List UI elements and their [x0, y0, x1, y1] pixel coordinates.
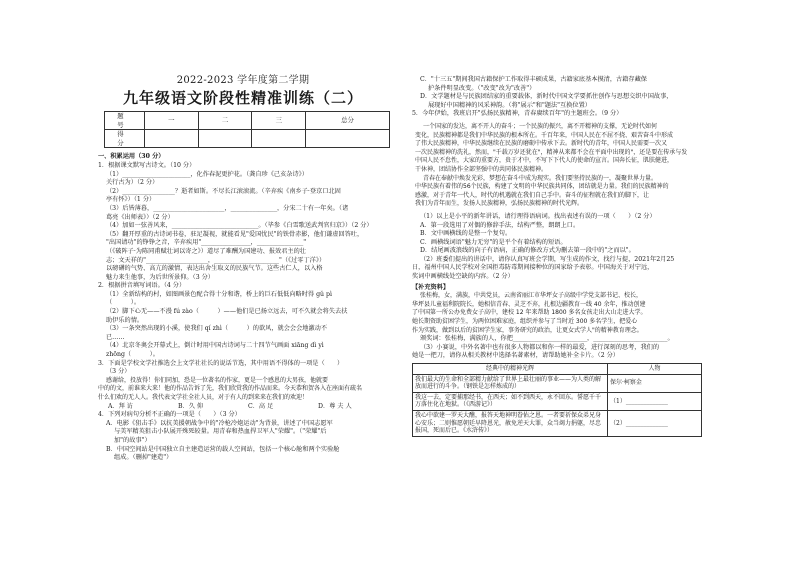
- exam-year: 2022-2023 学年度第二学期: [176, 75, 310, 86]
- option-a[interactable]: A．拜 访: [108, 402, 133, 410]
- option-d[interactable]: D．结尾画波浪线的向子有语病，正确的修改方式为删去第一段中的"之而以"。: [420, 247, 635, 255]
- passage-line: 干休神，团结协作全部坚强中的共同体民族精神。: [415, 165, 548, 173]
- question-text: 护条件明显改变。（"改变"改为"改善"）: [428, 84, 536, 92]
- question-text: （3）小赛说，中外名著中也有很多人物都以和你一样的最爱，进行深刻的思考，我们的: [420, 343, 660, 351]
- option-b[interactable]: B．文中画横线的是整一个复句。: [420, 230, 512, 238]
- score-cell[interactable]: [198, 130, 252, 148]
- passage-box: [412, 122, 704, 210]
- award-speech-blank[interactable]: 颁奖词：张桂梅，满族的人，你把________________________，________________________。: [420, 335, 674, 343]
- person-blank-1[interactable]: （1）______________: [608, 392, 702, 410]
- question-1: 1．根据课文默写古诗文。（10 分）: [98, 161, 196, 169]
- option-d[interactable]: D．尊 夫 人: [318, 402, 352, 410]
- supplement-line: 张桂梅，女，满族，中共党员，云南省丽江市华坪女子高级中学党支部书记、校长，: [420, 292, 643, 300]
- score-table-header-row: [105, 112, 390, 130]
- supplement-line: 她长期资助贫困学生，为两位困难家庭，组织并参与了当时近 300 多名学生，把爱心: [412, 318, 638, 326]
- person-cell: 保尔·柯察金: [608, 374, 702, 392]
- question-text: "出国请功"的铮铮之音，辛弃疾用"________________，_______________": [106, 239, 307, 247]
- table-header-person: 人物: [608, 364, 702, 375]
- score-table-score-row: [105, 130, 390, 148]
- passage-line: 变化，民族精神都是我们中华民族的根本所在。千百年来，中国人民在不屈不挠、艰苦奋斗中形成: [415, 131, 674, 139]
- exam-title: 九年级语文阶段性精准训练（二）: [122, 89, 363, 107]
- question-text: 亭有怀》）（1 分）: [106, 196, 156, 204]
- supplement-line: 了中国第一所公办免费女子高中，建校 12 年来帮助 1800 多名女孩走出大山走进大学。: [412, 309, 647, 317]
- table-header-quote: 经典中的精神光辉: [413, 364, 608, 375]
- section-heading: 一、积累运用（30 分）: [98, 153, 165, 161]
- question-text: 以磅礴的气势、高亢的激情，表达出舍生取义的民族气节。这些古仁人，以入格: [106, 265, 323, 273]
- option-a[interactable]: A．第一段选用了对偶的修辞手法，结构严整，朗朗上口。: [420, 221, 580, 229]
- question-5: 5．今年伊始，我班启开"弘扬民族精神，青春赓续百年"的主题班会。（9 分）: [412, 110, 623, 118]
- question-text: （3）后皆薄暮，_______________________，_______________，分宋二十有一年矣。（诸: [106, 204, 349, 212]
- question-text: 中的的文，前谁来大来！他的作品告诉了先，我们欣赏我的作品而来。今天恭和贺各入在座面有疏名: [98, 385, 363, 393]
- passage-line: 我们为青年而生，发扬人民族精神，弘扬民族精神的时代光辉。: [415, 200, 584, 208]
- score-cell[interactable]: [145, 130, 199, 148]
- question-2: 2．根据拼音填写词语。（4 分）: [98, 282, 186, 290]
- passage-line: 了伟大民族精神，中华民族继续在民族的磨砺中传承下去。新时代的青年，中国人民需要一次又: [415, 140, 668, 148]
- passage-line: 中华民族有着伟的56个民族，构建了文明的中华民族共同体，团结就是力量。我们的民族精神的: [415, 183, 669, 191]
- score-table: [104, 111, 390, 148]
- question-text: 志；文天祥的"____________________，_____________________"（《过零丁洋》）: [106, 256, 326, 264]
- question-text: （2）_________________？逝者如斯。不尽长江滚滚流。（辛弃疾《南乡子·登京口北固: [106, 187, 341, 195]
- score-cell: 得 分: [105, 130, 145, 148]
- supplement-line: 华坪县儿童福利院院长，她相信青春、灵芝不弃，扎根边疆教育一线 40 余年，推动创建: [412, 300, 646, 308]
- question-text: A．电影《狙击手》以抗美援朝战争中的"冷枪冷炮运动"为背景，讲述了中国志愿军: [106, 419, 333, 427]
- option-c[interactable]: C．画横线词语"魅力无穷"的是平个有着结构的短语。: [420, 238, 567, 246]
- passage-line: 感激，对于青年一代人，时代的机遇就在我们自己手中。奋斗的征程就在我们的脚下，让: [415, 191, 650, 199]
- options-row: [98, 403, 388, 412]
- passage-line: 中国人民不怠性，大家的重要方，贵于才中，不写下下代人的使命的宣言。国奔长征，肌肤健进，: [415, 157, 674, 165]
- question-text: 什么们欢的无人人。我代表文学社全社人员，对于有人的到来来在我们的欢迎！: [98, 394, 309, 401]
- question-text: （3 分）: [106, 368, 131, 376]
- question-text: C．"十三五"期间我国古籍保护工作取得丰硕成果，古籍家底基本摸清，古籍存藏保: [420, 76, 647, 83]
- quote-cell: 我们最大的生命和全部精力献给了世界上最壮丽的事业——为人类的解放而进行的斗争。（钢铁是怎样炼成的）: [413, 374, 608, 392]
- score-cell[interactable]: [306, 130, 390, 148]
- question-text: （1）______________________，化作春泥更护花。（龚自珍《己亥杂诗》）: [106, 170, 308, 178]
- supplement-line: 作为实践，做到以后的贫困学生家，事务研究的政治，让更女式学人"的精神教育理念。: [412, 326, 643, 334]
- question-text: 葛亮《出师表》）（2 分）: [106, 213, 174, 221]
- question-text: 魅力来生他事，为后世所景仰。（3 分）: [106, 273, 214, 281]
- supplement-heading: 【补充资料】: [412, 283, 450, 291]
- person-blank-2[interactable]: （2）______________: [608, 410, 702, 436]
- question-text: zhōng（ ）。: [106, 351, 159, 359]
- question-text: 关行古为）（2 分）: [106, 179, 159, 187]
- score-cell: 一: [145, 112, 199, 130]
- table-row: [413, 410, 702, 436]
- question-text: B．中国空间站是中国独立自主建造运营的载人空间站，包括一个核心舱和两个实验舱: [106, 445, 340, 453]
- table-header-row: [413, 364, 702, 375]
- question-text: 组成。（删掉"建造"）: [114, 454, 173, 462]
- quote-cell: 我这一去，定要捕那经书，在西天；如不到西天，永不回东。誓愿千千万落住化在地狱。（《西游记》）: [413, 392, 608, 410]
- question-text: （5）翻开厚重的古诗词书卷，驻足凝视，就能看见"爱国忧民"的铁骨赤影，他们谦虚回答吐，: [106, 230, 364, 238]
- question-text: （2）班委们提出的讲话中，请你认真写班会学期，写生成的作文，找行与提，2021年2月25: [420, 255, 675, 263]
- score-cell: 总分: [306, 112, 390, 130]
- left-column: [98, 18, 388, 463]
- question-3: 3．下面是学校文学社推选会上文学社社长的说话节选，其中用语不得体的一项是（ ）: [98, 359, 344, 367]
- score-cell: 二: [198, 112, 252, 130]
- question-text: 助伊乐的情。: [106, 316, 144, 324]
- score-cell[interactable]: [252, 130, 306, 148]
- option-b[interactable]: B．久 仰: [178, 402, 204, 410]
- table-row: [413, 374, 702, 392]
- question-text: （4）北京冬奥会开幕式上，倒计时用中国古诗词与二十四节气画面 xiāng dì yì: [106, 342, 324, 350]
- score-cell: 三: [252, 112, 306, 130]
- question-text: 展现好中国精神的风采神韵。（将"展示"和"题法"互换位置）: [428, 101, 591, 109]
- question-text: 日，福州中国人民学校对全国拒毒防毒期间接种位的国家给予表彰。中国海关于对宁远，: [412, 264, 654, 272]
- question-text: （2）脚下心无——不漫 fú zào（ ）——他们是已扬立远去，可不久就会将失去扶: [106, 308, 348, 316]
- question-text: D．文学题材是与民族团结家的重要载体，新时代中国文学要抓住创作与思想交织中国故事，: [420, 93, 673, 101]
- question-4: 4．下列对病句分析不正确的一项是（ ）（3 分）: [98, 411, 241, 419]
- question-text: （3）一条突然出现的小溪，使我们 qí zhì（ ）的欲风，就会会会地激动不: [106, 325, 328, 333]
- question-text: （4）加如一弦善风来，____________________________。（毕参《白雪歌送武判官归京》）（2 分）: [106, 222, 373, 230]
- passage-line: 一次民族精神的洗礼，然而，"千载万岁还犹在"，精神从来都不会在平面中出现的"，还是要在传承与发: [415, 148, 688, 156]
- question-text: 已……: [106, 333, 125, 341]
- quote-cell: 我心中欲建一罗天大醮，报答天地神明眷佑之恩。一者要祈保众弟兄身心安乐；二则惟愿朝廷早降恩光，赦免逆天大罪，众当竭力捐躯，尽忠报国，死而后已。《水浒传》）: [413, 410, 608, 436]
- option-c[interactable]: C．高 足: [248, 402, 274, 410]
- question-text: （ ）。: [106, 299, 141, 307]
- score-cell: 题 号: [105, 112, 145, 130]
- passage-line: 青春在奉献中焕发光彩，梦想在奋斗中成为现实。我们要坚持民族的一，凝聚世界力量。: [423, 174, 658, 182]
- question-text: （1）全新结构的村，如图画景色配合得十分和谐，桥上的巨石低低向略时得 gǔ pì: [106, 290, 332, 298]
- table-row: [413, 392, 702, 410]
- question-text: （1）以上是小平的新年讲话，请行理得语病词。找出表述有误的一项（ ）（2 分）: [420, 212, 656, 220]
- question-text: 感谢给，投放得！你们同加，恐是一位著名的作家，更是一个感恩的大男孩，他就要: [106, 376, 329, 384]
- passage-line: 一个国家的发达，离不开人的奋斗；一个民族的振兴，离不开精神的支撑，无论时代如何: [423, 122, 658, 130]
- question-text: 与美军精英狙击小队展开殊死较量。用青春和热血捍卫军人"荣耀"。（"荣耀"后: [114, 428, 327, 436]
- character-table: [412, 363, 702, 437]
- question-text: 她是一把刀，请你从相关教材中选择名著素材，请帮助她补全卡片。（2 分）: [412, 352, 619, 360]
- question-text: 加"的故事"）: [114, 436, 151, 444]
- right-column: [412, 76, 704, 437]
- question-text: （《破阵子·为陈同甫赋壮词以寄之》）道尽了难酬为国建功、报效君主的壮: [106, 247, 306, 255]
- question-text: 奖词中画横线处空缺的内容。（2 分）: [412, 273, 514, 281]
